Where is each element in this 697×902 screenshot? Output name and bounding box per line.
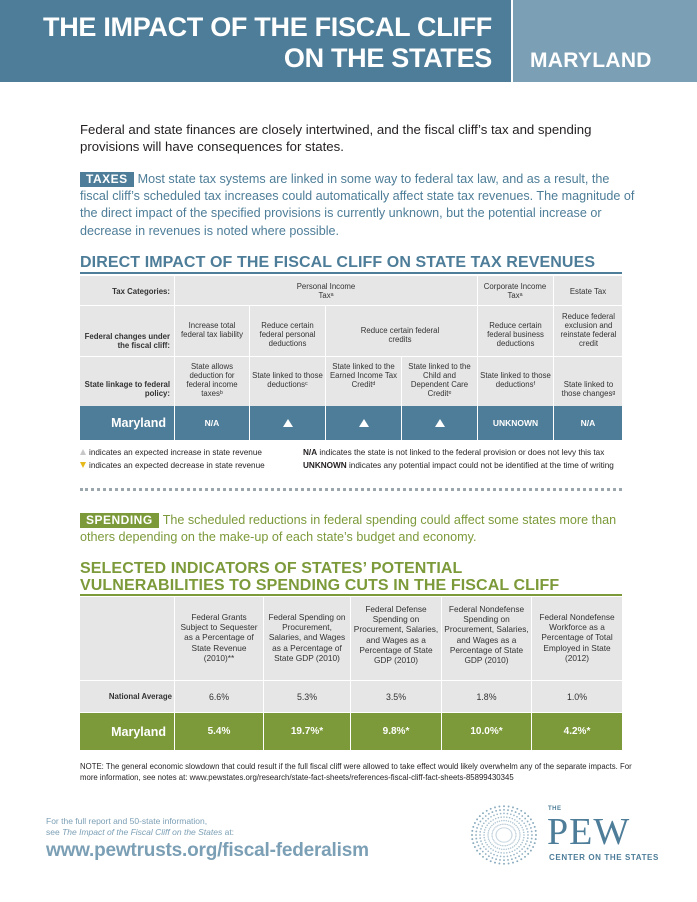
tax-table-divider <box>249 305 250 406</box>
footer-reference <box>46 816 234 838</box>
taxes-tag: TAXES <box>80 172 134 187</box>
spending-text: The scheduled reductions in federal spending could affect some states more than others depending on the make-up of each state’s budget and economy. <box>80 513 617 545</box>
spending-header-nondefense: Federal Nondefense Spending on Procurement, Salaries, and Wages as a Percentage of State GDP (2010) <box>444 604 529 666</box>
spending-tag: SPENDING <box>80 513 159 528</box>
triangle-up-icon <box>435 419 445 427</box>
state-value: 5.4% <box>207 726 231 737</box>
tax-table-title: DIRECT IMPACT OF THE FISCAL CLIFF ON STATE TAX REVENUES <box>80 254 596 271</box>
intro-paragraph: Federal and state finances are closely intertwined, and the fiscal cliff’s tax and spending provisions will have consequences for states. <box>80 122 592 154</box>
legend-decrease-text: indicates an expected decrease in state revenue <box>89 461 265 470</box>
legend-unknown-key: UNKNOWN <box>303 461 347 470</box>
category-personal-income: Personal Income Taxᵃ <box>296 282 356 300</box>
spending-header-defense: Federal Defense Spending on Procurement, Salaries, and Wages as a Percentage of State GDP (2010) <box>353 604 439 666</box>
national-value: 1.0% <box>566 691 588 702</box>
footer-line-2-prefix: see <box>46 827 63 837</box>
linkage-personal-deductions: State linked to those deductionsᶜ <box>252 371 323 389</box>
footer-line-2-suffix: at: <box>222 827 235 837</box>
logo-subtitle: CENTER ON THE STATES <box>549 853 659 862</box>
title-line-1: THE IMPACT OF THE FISCAL CLIFF <box>43 12 492 42</box>
tax-state-label: Maryland <box>111 416 166 430</box>
page-title <box>43 12 492 74</box>
spending-table-rule <box>80 594 622 596</box>
tax-table-divider <box>325 305 326 406</box>
tax-table-divider <box>80 305 622 306</box>
legend-increase-text: indicates an expected increase in state revenue <box>89 448 262 457</box>
tax-value-personal-deductions <box>250 406 325 440</box>
legend-increase <box>80 447 262 458</box>
report-title: The Impact of the Fiscal Cliff on the States <box>62 827 223 837</box>
change-business-deductions: Reduce certain federal business deductions <box>487 321 544 348</box>
tax-table-divider <box>477 276 478 406</box>
footer-line-1: For the full report and 50-state information, <box>46 816 208 826</box>
spending-paragraph <box>80 512 635 546</box>
national-average-label: National Average <box>108 692 172 701</box>
category-corporate-income: Corporate Income Taxᵃ <box>483 282 547 300</box>
change-federal-credits: Reduce certain federal credits <box>360 326 440 344</box>
tax-value-estate: N/A <box>580 418 596 428</box>
legend-unknown-text: indicates any potential impact could not be identified at the time of writing <box>348 461 614 470</box>
spending-state-label: Maryland <box>111 724 166 739</box>
change-increase-liability: Increase total federal tax liability <box>181 321 243 339</box>
spending-header-grants: Federal Grants Subject to Sequester as a Percentage of State Revenue (2010)** <box>180 612 258 663</box>
national-value: 6.6% <box>208 691 230 702</box>
tax-value-child-care-credit <box>402 406 477 440</box>
legend-unknown <box>303 460 614 471</box>
state-value: 4.2%* <box>563 726 591 737</box>
change-estate-exclusion: Reduce federal exclusion and reinstate federal credit <box>560 312 617 348</box>
linkage-child-care-credit: State linked to the Child and Dependent Care Creditᵉ <box>408 362 471 398</box>
national-value: 3.5% <box>385 691 407 702</box>
tax-categories-label: Tax Categories: <box>112 286 170 296</box>
footer-url-link[interactable]: www.pewtrusts.org/fiscal-federalism <box>46 840 369 861</box>
spending-title-line-2: VULNERABILITIES TO SPENDING CUTS IN THE FISCAL CLIFF <box>80 577 560 594</box>
tax-table-divider <box>174 276 175 406</box>
tax-table-divider <box>401 356 402 406</box>
tax-value-income-taxes: N/A <box>204 418 220 428</box>
tax-table-divider <box>553 276 554 406</box>
logo-pew: PEW <box>547 811 631 853</box>
triangle-up-icon <box>359 419 369 427</box>
spending-title-line-1: SELECTED INDICATORS OF STATES’ POTENTIAL <box>80 560 463 577</box>
triangle-down-icon <box>80 462 86 468</box>
linkage-eitc: State linked to the Earned Income Tax Creditᵈ <box>329 362 398 389</box>
category-estate: Estate Tax <box>569 286 607 296</box>
state-value: 19.7%* <box>290 726 324 737</box>
section-divider <box>80 488 622 491</box>
state-linkage-label: State linkage to federal policy: <box>84 380 170 398</box>
linkage-income-taxes: State allows deduction for federal income taxesᵇ <box>186 362 238 398</box>
federal-changes-label: Federal changes under the fiscal cliff: <box>84 332 170 350</box>
legend-decrease <box>80 460 265 471</box>
tax-table-rule <box>80 272 622 274</box>
footnote: NOTE: The general economic slowdown that could result if the full fiscal cliff were allowed to take effect would likely overwhelm any of the separate impacts. For more information, see notes at: www.pewstates.org/research/state-fact-sheets/references-fiscal-cliff-fact-sheets-85899430345 <box>80 762 632 782</box>
spending-header-procurement: Federal Spending on Procurement, Salaries, and Wages as a Percentage of State GDP (2010) <box>268 612 346 663</box>
title-line-2: ON THE STATES <box>283 43 492 73</box>
spending-table-title <box>80 560 559 594</box>
pew-sunburst-logo-icon <box>462 798 547 873</box>
tax-value-business-deductions: UNKNOWN <box>492 418 539 428</box>
national-value: 5.3% <box>296 691 318 702</box>
triangle-up-icon <box>283 419 293 427</box>
state-value: 10.0%* <box>470 726 503 737</box>
taxes-text: Most state tax systems are linked in some way to federal tax law, and as a result, the fiscal cliff’s scheduled tax increases could automatically affect state tax revenues. The magnitude of the direct impact of the specified provisions is currently unknown, but the potential increase or decrease in revenues is noted where possible. <box>80 172 635 238</box>
state-value: 9.8%* <box>382 726 410 737</box>
legend-na-text: indicates the state is not linked to the federal provision or does not levy this tax <box>319 448 605 457</box>
state-name: MARYLAND <box>530 49 652 72</box>
spending-header-workforce: Federal Nondefense Workforce as a Percentage of Total Employed in State (2012) <box>539 612 615 663</box>
legend-na-key: N/A <box>303 448 318 457</box>
linkage-estate-changes: State linked to those changesᵍ <box>561 380 616 398</box>
legend-na <box>303 447 604 458</box>
tax-table-divider <box>80 356 622 357</box>
taxes-paragraph <box>80 171 635 240</box>
tax-value-eitc <box>326 406 401 440</box>
change-personal-deductions: Reduce certain federal personal deductions <box>259 321 316 348</box>
triangle-up-icon <box>80 449 86 455</box>
linkage-business-deductions: State linked to those deductionsᶠ <box>480 371 551 389</box>
logo-the: THE <box>548 806 562 812</box>
footer-line-2 <box>46 827 234 838</box>
national-value: 1.8% <box>476 691 497 702</box>
